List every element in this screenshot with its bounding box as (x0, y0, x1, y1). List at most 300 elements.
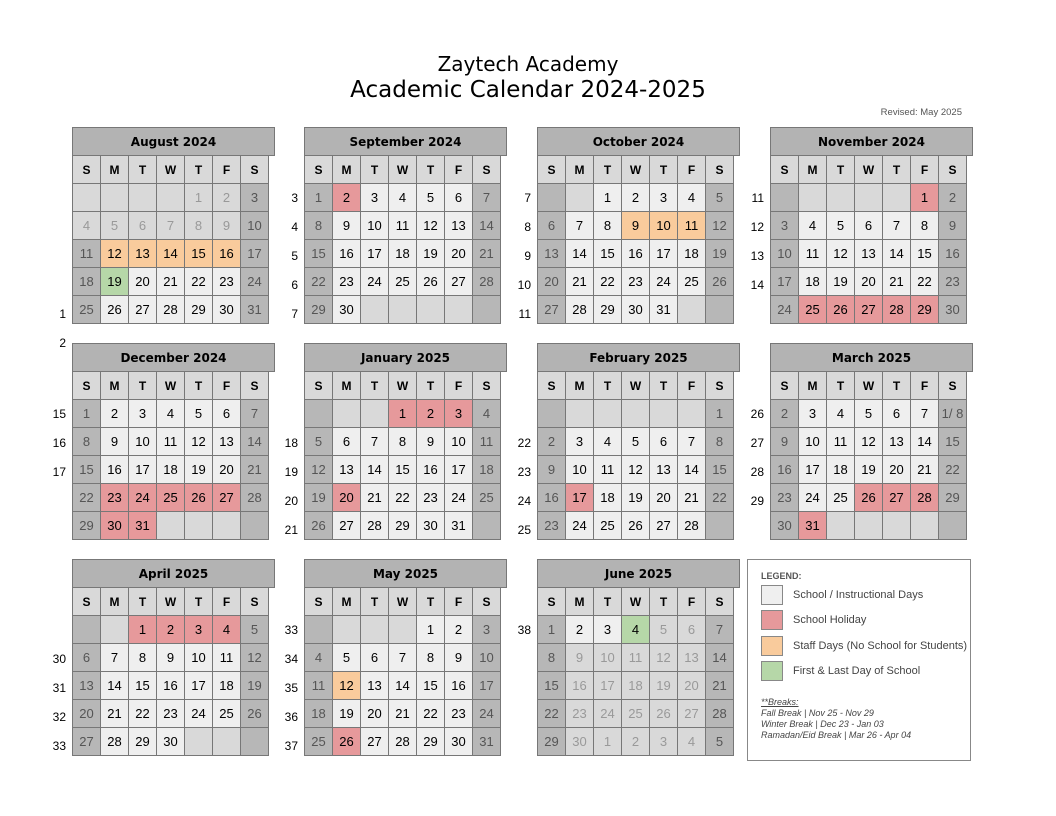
day-cell: 12 (241, 644, 269, 672)
day-cell: 20 (361, 700, 389, 728)
day-cell (538, 184, 566, 212)
day-cell (361, 400, 389, 428)
weekday-header-row (73, 372, 269, 400)
week-number: 19 (284, 465, 298, 479)
weekday-header: T (129, 156, 157, 184)
day-cell: 24 (650, 268, 678, 296)
weekday-header: S (473, 156, 501, 184)
week-number: 7 (291, 307, 298, 321)
page-title: Academic Calendar 2024-2025 (350, 77, 706, 103)
week-number: 22 (517, 436, 531, 450)
day-cell: 13 (855, 240, 883, 268)
day-cell: 29 (73, 512, 101, 540)
day-cell (157, 184, 185, 212)
day-cell: 7 (883, 212, 911, 240)
day-cell: 19 (333, 700, 361, 728)
day-cell (650, 400, 678, 428)
day-cell: 27 (73, 728, 101, 756)
school-name: Zaytech Academy (437, 52, 619, 76)
day-cell (473, 296, 501, 324)
week-row (305, 456, 501, 484)
day-cell: 17 (594, 672, 622, 700)
day-cell: 25 (827, 484, 855, 512)
legend (747, 559, 971, 761)
day-cell (678, 296, 706, 324)
day-cell: 26 (650, 700, 678, 728)
week-number: 36 (284, 710, 298, 724)
day-cell: 12 (417, 212, 445, 240)
day-cell: 4 (678, 728, 706, 756)
day-cell: 26 (622, 512, 650, 540)
day-cell: 27 (538, 296, 566, 324)
week-row (73, 672, 269, 700)
day-cell: 1 (305, 184, 333, 212)
day-cell: 18 (678, 240, 706, 268)
day-cell: 4 (213, 616, 241, 644)
month-table (537, 587, 734, 756)
weekday-header: T (650, 588, 678, 616)
week-row (73, 296, 269, 324)
week-number: 11 (751, 191, 764, 205)
day-cell: 15 (129, 672, 157, 700)
day-cell: 15 (185, 240, 213, 268)
weekday-header: W (389, 372, 417, 400)
weekday-header: S (473, 588, 501, 616)
weekday-header: T (827, 156, 855, 184)
day-cell: 16 (333, 240, 361, 268)
day-cell (855, 512, 883, 540)
day-cell (213, 512, 241, 540)
day-cell: 3 (771, 212, 799, 240)
day-cell (157, 512, 185, 540)
day-cell: 15 (73, 456, 101, 484)
day-cell: 30 (445, 728, 473, 756)
day-cell (361, 296, 389, 324)
day-cell: 23 (417, 484, 445, 512)
day-cell: 8 (305, 212, 333, 240)
day-cell: 16 (538, 484, 566, 512)
day-cell: 23 (213, 268, 241, 296)
day-cell: 16 (771, 456, 799, 484)
day-cell: 3 (129, 400, 157, 428)
day-cell: 23 (333, 268, 361, 296)
week-number: 32 (52, 710, 66, 724)
week-row (538, 240, 734, 268)
day-cell: 1 (129, 616, 157, 644)
break-item: Winter Break | Dec 23 - Jan 03 (761, 719, 884, 729)
legend-swatch (761, 585, 783, 605)
weekday-header: T (185, 588, 213, 616)
legend-item-staff-days (761, 636, 967, 656)
day-cell: 15 (911, 240, 939, 268)
day-cell: 8 (389, 428, 417, 456)
day-cell: 21 (241, 456, 269, 484)
day-cell: 6 (678, 616, 706, 644)
day-cell: 15 (305, 240, 333, 268)
day-cell: 24 (445, 484, 473, 512)
day-cell: 24 (594, 700, 622, 728)
day-cell: 15 (706, 456, 734, 484)
day-cell: 8 (73, 428, 101, 456)
day-cell: 12 (706, 212, 734, 240)
day-cell: 26 (185, 484, 213, 512)
day-cell: 19 (827, 268, 855, 296)
weekday-header: T (594, 156, 622, 184)
week-row (771, 400, 967, 428)
day-cell: 13 (538, 240, 566, 268)
day-cell: 17 (129, 456, 157, 484)
day-cell (129, 184, 157, 212)
day-cell: 24 (771, 296, 799, 324)
legend-label: School Holiday (793, 614, 867, 626)
week-row (771, 212, 967, 240)
day-cell: 2 (538, 428, 566, 456)
day-cell: 28 (241, 484, 269, 512)
weekday-header: M (566, 588, 594, 616)
day-cell: 21 (566, 268, 594, 296)
day-cell: 26 (706, 268, 734, 296)
day-cell: 28 (157, 296, 185, 324)
weekday-header: T (417, 588, 445, 616)
month-march-2025 (770, 343, 973, 546)
day-cell: 11 (827, 428, 855, 456)
day-cell: 9 (445, 644, 473, 672)
weekday-header: W (855, 372, 883, 400)
day-cell: 17 (799, 456, 827, 484)
day-cell: 19 (185, 456, 213, 484)
day-cell: 18 (594, 484, 622, 512)
day-cell: 22 (706, 484, 734, 512)
legend-item-first-last-day (761, 661, 920, 681)
day-cell: 22 (389, 484, 417, 512)
weekday-header: T (594, 372, 622, 400)
day-cell: 29 (939, 484, 967, 512)
day-cell: 6 (538, 212, 566, 240)
day-cell (333, 400, 361, 428)
day-cell: 31 (129, 512, 157, 540)
day-cell: 3 (361, 184, 389, 212)
day-cell: 11 (678, 212, 706, 240)
week-row (305, 400, 501, 428)
day-cell: 14 (911, 428, 939, 456)
day-cell: 10 (445, 428, 473, 456)
weekday-header: S (706, 372, 734, 400)
day-cell: 20 (213, 456, 241, 484)
day-cell: 11 (622, 644, 650, 672)
day-cell: 4 (799, 212, 827, 240)
week-row (771, 484, 967, 512)
day-cell: 1/ 8 (939, 400, 967, 428)
month-table (304, 371, 501, 540)
day-cell: 20 (73, 700, 101, 728)
month-table (770, 155, 967, 324)
day-cell: 23 (445, 700, 473, 728)
weekday-header: F (445, 588, 473, 616)
day-cell: 29 (538, 728, 566, 756)
day-cell: 28 (706, 700, 734, 728)
day-cell (101, 616, 129, 644)
weekday-header: M (566, 156, 594, 184)
weekday-header-row (73, 156, 269, 184)
weekday-header-row (538, 156, 734, 184)
day-cell: 27 (129, 296, 157, 324)
day-cell: 11 (73, 240, 101, 268)
day-cell: 3 (594, 616, 622, 644)
weekday-header: T (650, 372, 678, 400)
week-number: 14 (750, 278, 764, 292)
day-cell: 22 (185, 268, 213, 296)
day-cell (213, 728, 241, 756)
week-number: 5 (291, 249, 298, 263)
week-row (73, 212, 269, 240)
week-row (305, 296, 501, 324)
day-cell: 17 (473, 672, 501, 700)
day-cell: 10 (594, 644, 622, 672)
day-cell: 30 (622, 296, 650, 324)
week-row (73, 484, 269, 512)
day-cell: 31 (650, 296, 678, 324)
day-cell: 3 (445, 400, 473, 428)
month-august-2024 (72, 127, 275, 330)
day-cell: 28 (473, 268, 501, 296)
day-cell: 25 (305, 728, 333, 756)
week-row (305, 728, 501, 756)
day-cell: 23 (622, 268, 650, 296)
day-cell: 6 (333, 428, 361, 456)
day-cell: 7 (157, 212, 185, 240)
day-cell: 24 (361, 268, 389, 296)
day-cell: 19 (622, 484, 650, 512)
day-cell: 14 (241, 428, 269, 456)
day-cell: 20 (650, 484, 678, 512)
weekday-header: T (361, 588, 389, 616)
week-number (36, 487, 66, 516)
weekday-header: S (73, 372, 101, 400)
day-cell: 8 (417, 644, 445, 672)
month-table (72, 371, 269, 540)
week-row (305, 484, 501, 512)
week-number: 1 (59, 307, 66, 321)
day-cell: 11 (389, 212, 417, 240)
day-cell: 7 (101, 644, 129, 672)
day-cell: 27 (445, 268, 473, 296)
month-february-2025 (537, 343, 740, 546)
day-cell: 8 (911, 212, 939, 240)
day-cell: 7 (241, 400, 269, 428)
day-cell: 6 (445, 184, 473, 212)
week-number (501, 400, 531, 429)
day-cell: 20 (445, 240, 473, 268)
day-cell: 11 (799, 240, 827, 268)
day-cell: 5 (706, 728, 734, 756)
day-cell: 14 (389, 672, 417, 700)
day-cell (389, 296, 417, 324)
day-cell: 7 (389, 644, 417, 672)
day-cell: 16 (157, 672, 185, 700)
week-number (36, 213, 66, 242)
day-cell: 12 (827, 240, 855, 268)
legend-swatch (761, 610, 783, 630)
day-cell (389, 616, 417, 644)
week-row (305, 700, 501, 728)
day-cell (185, 728, 213, 756)
day-cell: 10 (361, 212, 389, 240)
day-cell: 18 (473, 456, 501, 484)
day-cell: 31 (799, 512, 827, 540)
day-cell: 24 (129, 484, 157, 512)
day-cell: 2 (622, 184, 650, 212)
day-cell: 22 (594, 268, 622, 296)
day-cell: 13 (333, 456, 361, 484)
day-cell: 1 (185, 184, 213, 212)
week-number: 37 (284, 739, 298, 753)
day-cell: 13 (883, 428, 911, 456)
week-number (36, 616, 66, 645)
day-cell (473, 512, 501, 540)
week-row (771, 184, 967, 212)
day-cell: 16 (622, 240, 650, 268)
day-cell: 27 (883, 484, 911, 512)
day-cell: 6 (650, 428, 678, 456)
weekday-header: T (185, 372, 213, 400)
day-cell: 9 (101, 428, 129, 456)
day-cell (305, 400, 333, 428)
day-cell: 25 (389, 268, 417, 296)
day-cell: 5 (855, 400, 883, 428)
day-cell: 7 (473, 184, 501, 212)
week-number: 31 (52, 681, 66, 695)
day-cell (911, 512, 939, 540)
day-cell (241, 512, 269, 540)
weekday-header: S (538, 156, 566, 184)
week-number: 28 (750, 465, 764, 479)
day-cell: 4 (594, 428, 622, 456)
day-cell: 22 (911, 268, 939, 296)
weekday-header: W (389, 156, 417, 184)
week-number (36, 516, 66, 545)
week-row (538, 268, 734, 296)
week-row (771, 512, 967, 540)
day-cell: 3 (473, 616, 501, 644)
week-number (268, 400, 298, 429)
legend-label: School / Instructional Days (793, 589, 924, 601)
day-cell: 4 (622, 616, 650, 644)
breaks-list (761, 697, 911, 741)
day-cell: 30 (333, 296, 361, 324)
day-cell: 5 (241, 616, 269, 644)
week-number: 33 (284, 623, 298, 637)
day-cell (883, 512, 911, 540)
day-cell: 16 (101, 456, 129, 484)
day-cell: 9 (771, 428, 799, 456)
day-cell: 25 (622, 700, 650, 728)
day-cell: 1 (594, 184, 622, 212)
day-cell: 9 (538, 456, 566, 484)
weekday-header: S (241, 588, 269, 616)
day-cell: 16 (213, 240, 241, 268)
day-cell: 3 (185, 616, 213, 644)
day-cell: 5 (333, 644, 361, 672)
day-cell: 11 (157, 428, 185, 456)
day-cell (678, 400, 706, 428)
day-cell: 2 (157, 616, 185, 644)
day-cell (101, 184, 129, 212)
month-title: August 2024 (72, 127, 275, 156)
week-row (73, 728, 269, 756)
week-row (73, 512, 269, 540)
weekday-header: W (855, 156, 883, 184)
day-cell: 7 (706, 616, 734, 644)
day-cell: 10 (241, 212, 269, 240)
month-december-2024 (72, 343, 275, 546)
day-cell: 28 (361, 512, 389, 540)
day-cell: 4 (827, 400, 855, 428)
day-cell: 5 (305, 428, 333, 456)
weekday-header: F (911, 156, 939, 184)
day-cell: 13 (129, 240, 157, 268)
week-row (305, 184, 501, 212)
day-cell: 4 (157, 400, 185, 428)
week-number: 9 (524, 249, 531, 263)
weekday-header: F (678, 156, 706, 184)
day-cell: 4 (678, 184, 706, 212)
day-cell: 20 (333, 484, 361, 512)
weekday-header: T (129, 372, 157, 400)
day-cell: 19 (417, 240, 445, 268)
weekday-header-row (538, 372, 734, 400)
month-table (537, 371, 734, 540)
day-cell: 14 (678, 456, 706, 484)
day-cell: 21 (883, 268, 911, 296)
day-cell: 14 (157, 240, 185, 268)
day-cell: 5 (827, 212, 855, 240)
day-cell: 30 (771, 512, 799, 540)
day-cell: 22 (129, 700, 157, 728)
day-cell: 30 (417, 512, 445, 540)
day-cell: 9 (939, 212, 967, 240)
weekday-header: F (678, 588, 706, 616)
day-cell: 14 (101, 672, 129, 700)
week-row (73, 456, 269, 484)
day-cell (566, 184, 594, 212)
breaks-title: **Breaks: (761, 697, 799, 707)
day-cell: 30 (101, 512, 129, 540)
day-cell: 9 (157, 644, 185, 672)
week-number: 26 (750, 407, 764, 421)
day-cell: 28 (883, 296, 911, 324)
day-cell (939, 512, 967, 540)
day-cell: 17 (361, 240, 389, 268)
weekday-header-row (771, 372, 967, 400)
weekday-header: F (213, 372, 241, 400)
day-cell: 14 (883, 240, 911, 268)
week-row (73, 268, 269, 296)
weekday-header: T (417, 156, 445, 184)
day-cell: 13 (213, 428, 241, 456)
month-title: March 2025 (770, 343, 973, 372)
day-cell: 9 (566, 644, 594, 672)
weekday-header: S (73, 588, 101, 616)
day-cell: 6 (361, 644, 389, 672)
week-number (36, 271, 66, 300)
day-cell: 18 (827, 456, 855, 484)
day-cell: 26 (101, 296, 129, 324)
day-cell: 6 (213, 400, 241, 428)
day-cell: 10 (185, 644, 213, 672)
day-cell: 9 (213, 212, 241, 240)
day-cell: 27 (678, 700, 706, 728)
day-cell: 2 (417, 400, 445, 428)
